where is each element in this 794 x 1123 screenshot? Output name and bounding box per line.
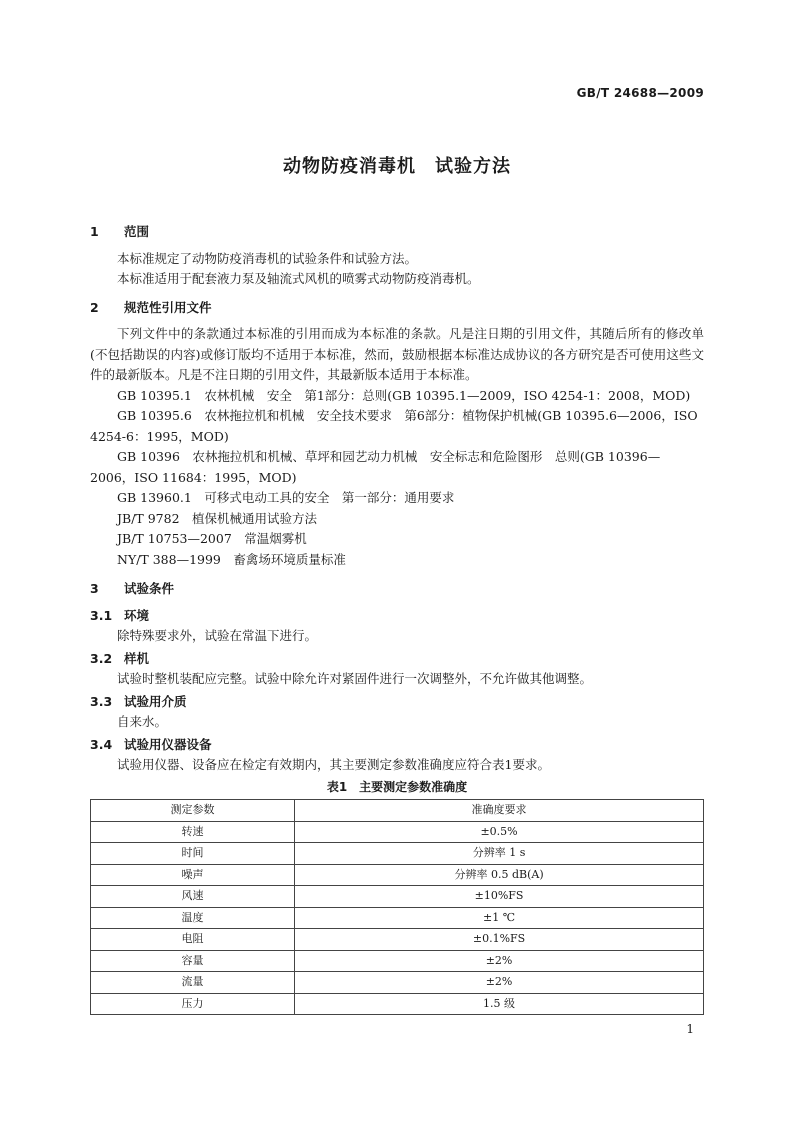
paragraph: 本标准适用于配套液力泵及轴流式风机的喷雾式动物防疫消毒机。: [117, 271, 480, 286]
table-cell: 容量: [91, 950, 295, 972]
table-row: [91, 929, 704, 951]
table-cell: ±2%: [295, 950, 704, 972]
table-cell: ±1 ℃: [295, 907, 704, 929]
table-header-row: [91, 800, 704, 822]
section-number: 1: [90, 224, 99, 239]
paragraph: 试验用仪器、设备应在检定有效期内，其主要测定参数准确度应符合表1要求。: [117, 757, 550, 772]
paragraph: 自来水。: [117, 714, 168, 729]
table-row: [91, 972, 704, 994]
standard-number: GB/T 24688—2009: [576, 86, 704, 100]
paragraph: 试验时整机装配应完整。试验中除允许对紧固件进行一次调整外，不允许做其他调整。: [117, 671, 593, 686]
table-row: [91, 843, 704, 865]
subsection-heading: [90, 649, 704, 670]
reference-item: JB/T 10753—2007 常温烟雾机: [117, 531, 307, 546]
subsection-title: 环境: [124, 607, 150, 623]
reference-item: GB 10395.6 农林拖拉机和机械 安全技术要求 第6部分：植物保护机械(GB 10395.6—2006，ISO 4254-6：1995，MOD): [90, 408, 698, 444]
subsection-heading: [90, 606, 704, 627]
subsection-title: 样机: [124, 650, 150, 666]
table-row: [91, 864, 704, 886]
paragraph: 下列文件中的条款通过本标准的引用而成为本标准的条款。凡是注日期的引用文件，其随后所有的修改单(不包括勘误的内容)或修订版均不适用于本标准，然而，鼓励根据本标准达成协议的各方研究是否可使用这些文件的最新版本。凡是不注日期的引用文件，其最新版本适用于本标准。: [90, 326, 704, 382]
section-number: 2: [90, 299, 99, 315]
document-body: [90, 216, 704, 1015]
subsection-heading: [90, 735, 704, 756]
page-number: 1: [686, 1022, 694, 1036]
reference-item: GB 10396 农林拖拉机和机械、草坪和园艺动力机械 安全标志和危险图形 总则(GB 10396—2006，ISO 11684：1995，MOD): [90, 449, 661, 485]
table-cell: 噪声: [91, 864, 295, 886]
section-number: 3: [90, 581, 99, 596]
table-header-cell: 准确度要求: [295, 800, 704, 822]
table-cell: 压力: [91, 993, 295, 1015]
table-cell: 时间: [91, 843, 295, 865]
subsection-number: 3.2: [90, 650, 113, 666]
table-cell: 温度: [91, 907, 295, 929]
section-heading-scope: [90, 222, 704, 243]
table-cell: 1.5 级: [295, 993, 704, 1015]
table-cell: ±0.5%: [295, 821, 704, 843]
section-title: 范围: [124, 224, 150, 239]
subsection-heading: [90, 692, 704, 713]
table-header-cell: 测定参数: [91, 800, 295, 822]
section-title: 试验条件: [124, 581, 175, 596]
subsection-number: 3.3: [90, 693, 113, 709]
table-caption: 表1 主要测定参数准确度: [326, 779, 468, 794]
subsection-number: 3.1: [90, 607, 113, 623]
table-cell: 风速: [91, 886, 295, 908]
table-cell: ±0.1%FS: [295, 929, 704, 951]
section-title: 规范性引用文件: [124, 299, 212, 315]
reference-item: NY/T 388—1999 畜禽场环境质量标准: [117, 551, 346, 567]
table-cell: 分辨率 1 s: [295, 843, 704, 865]
table-row: [91, 993, 704, 1015]
table-cell: 转速: [91, 821, 295, 843]
table-cell: ±2%: [295, 972, 704, 994]
paragraph: 本标准规定了动物防疫消毒机的试验条件和试验方法。: [117, 250, 418, 266]
table-row: [91, 950, 704, 972]
reference-item: GB 13960.1 可移式电动工具的安全 第一部分：通用要求: [117, 490, 455, 505]
subsection-title: 试验用仪器设备: [124, 736, 212, 752]
table-row: [91, 821, 704, 843]
subsection-title: 试验用介质: [124, 693, 187, 709]
accuracy-table: [90, 799, 704, 1015]
document-title: 动物防疫消毒机 试验方法: [283, 156, 511, 177]
table-cell: ±10%FS: [295, 886, 704, 908]
paragraph: 除特殊要求外，试验在常温下进行。: [117, 628, 318, 643]
table-row: [91, 907, 704, 929]
section-heading-test-conditions: [90, 579, 704, 600]
table-cell: 电阻: [91, 929, 295, 951]
reference-item: GB 10395.1 农林机械 安全 第1部分：总则(GB 10395.1—2009，ISO 4254-1：2008，MOD): [117, 387, 691, 403]
section-heading-references: [90, 298, 704, 319]
table-cell: 流量: [91, 972, 295, 994]
subsection-number: 3.4: [90, 736, 113, 752]
reference-item: JB/T 9782 植保机械通用试验方法: [117, 510, 318, 526]
table-row: [91, 886, 704, 908]
table-cell: 分辨率 0.5 dB(A): [295, 864, 704, 886]
